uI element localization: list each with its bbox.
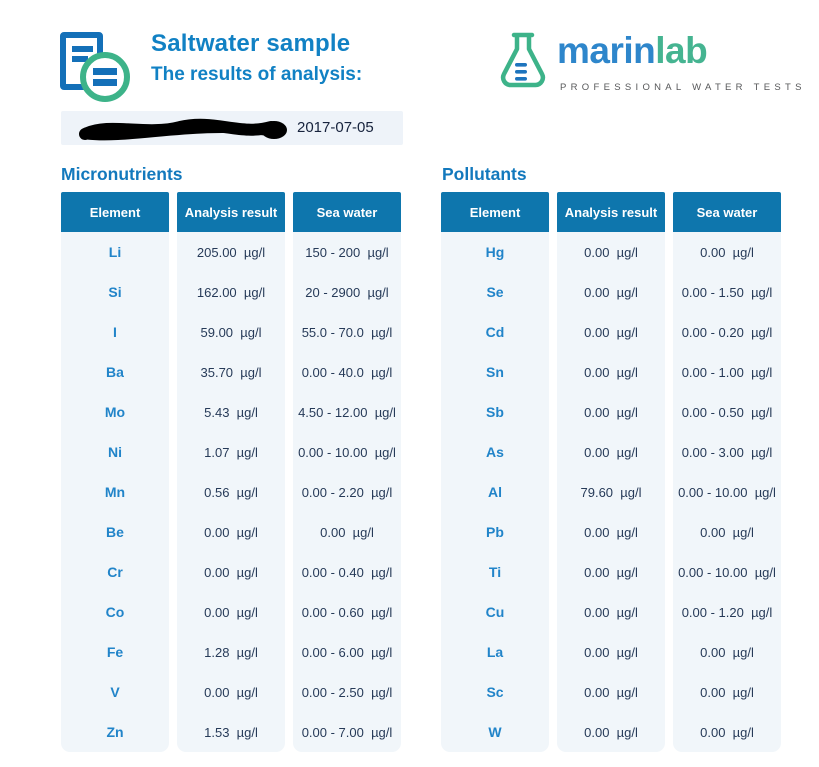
- seawater-cell: 0.00 µg/l: [293, 512, 401, 552]
- brand-marin: marin: [557, 30, 656, 71]
- element-cell: Fe: [61, 632, 169, 672]
- result-cell: 0.00 µg/l: [557, 312, 665, 352]
- seawater-cell: 150 - 200 µg/l: [293, 232, 401, 272]
- page-subtitle: The results of analysis:: [151, 64, 363, 85]
- redaction-scribble-icon: [75, 112, 295, 149]
- pollutants-heading: Pollutants: [442, 164, 527, 184]
- element-cell: Pb: [441, 512, 549, 552]
- seawater-cell: 0.00 µg/l: [673, 712, 781, 752]
- result-cell: 1.07 µg/l: [177, 432, 285, 472]
- element-cell: Zn: [61, 712, 169, 752]
- result-cell: 0.00 µg/l: [557, 352, 665, 392]
- sample-date: 2017-07-05: [297, 119, 374, 136]
- element-cell: Be: [61, 512, 169, 552]
- column-header-sea-water: Sea water: [673, 192, 781, 232]
- seawater-cell: 0.00 - 10.00 µg/l: [673, 552, 781, 592]
- column-header-sea-water: Sea water: [293, 192, 401, 232]
- result-cell: 0.00 µg/l: [557, 552, 665, 592]
- result-cell: 35.70 µg/l: [177, 352, 285, 392]
- result-cell: 79.60 µg/l: [557, 472, 665, 512]
- seawater-cell: 0.00 - 0.20 µg/l: [673, 312, 781, 352]
- seawater-cell: 0.00 - 1.00 µg/l: [673, 352, 781, 392]
- element-cell: Ti: [441, 552, 549, 592]
- element-cell: As: [441, 432, 549, 472]
- seawater-cell: 0.00 - 40.0 µg/l: [293, 352, 401, 392]
- element-cell: Al: [441, 472, 549, 512]
- result-cell: 0.00 µg/l: [177, 592, 285, 632]
- element-cell: Cu: [441, 592, 549, 632]
- brand-tagline: PROFESSIONAL WATER TESTS: [560, 82, 806, 93]
- flask-icon: [498, 31, 548, 96]
- column-header-analysis-result: Analysis result: [177, 192, 285, 232]
- result-cell: 0.00 µg/l: [557, 632, 665, 672]
- seawater-cell: 0.00 µg/l: [673, 232, 781, 272]
- seawater-cell: 0.00 - 2.20 µg/l: [293, 472, 401, 512]
- result-cell: 1.28 µg/l: [177, 632, 285, 672]
- result-cell: 0.00 µg/l: [557, 672, 665, 712]
- brand-lab: lab: [655, 30, 708, 71]
- element-cell: Hg: [441, 232, 549, 272]
- result-cell: 0.00 µg/l: [557, 272, 665, 312]
- page-header: [151, 30, 362, 86]
- seawater-cell: 0.00 - 1.50 µg/l: [673, 272, 781, 312]
- result-cell: 0.00 µg/l: [177, 672, 285, 712]
- sample-date-bar: [61, 111, 403, 145]
- seawater-cell: 0.00 - 10.00 µg/l: [673, 472, 781, 512]
- seawater-cell: 0.00 µg/l: [673, 672, 781, 712]
- seawater-cell: 55.0 - 70.0 µg/l: [293, 312, 401, 352]
- element-cell: Li: [61, 232, 169, 272]
- micronutrients-heading: Micronutrients: [61, 164, 183, 184]
- document-lines-icon: [52, 25, 140, 112]
- seawater-cell: 0.00 - 0.40 µg/l: [293, 552, 401, 592]
- seawater-cell: 0.00 - 6.00 µg/l: [293, 632, 401, 672]
- page-title: Saltwater sample: [151, 30, 351, 57]
- element-cell: W: [441, 712, 549, 752]
- result-cell: 59.00 µg/l: [177, 312, 285, 352]
- element-cell: Ni: [61, 432, 169, 472]
- seawater-cell: 0.00 - 3.00 µg/l: [673, 432, 781, 472]
- seawater-cell: 0.00 - 10.00 µg/l: [293, 432, 401, 472]
- result-cell: 205.00 µg/l: [177, 232, 285, 272]
- result-cell: 5.43 µg/l: [177, 392, 285, 432]
- result-cell: 0.00 µg/l: [557, 512, 665, 552]
- seawater-cell: 0.00 µg/l: [673, 632, 781, 672]
- result-cell: 0.56 µg/l: [177, 472, 285, 512]
- seawater-cell: 0.00 - 0.60 µg/l: [293, 592, 401, 632]
- element-cell: Cr: [61, 552, 169, 592]
- result-cell: 1.53 µg/l: [177, 712, 285, 752]
- brand-wordmark: [557, 30, 707, 72]
- column-header-element: Element: [61, 192, 169, 232]
- element-cell: V: [61, 672, 169, 712]
- result-cell: 0.00 µg/l: [557, 712, 665, 752]
- seawater-cell: 0.00 - 7.00 µg/l: [293, 712, 401, 752]
- element-cell: Si: [61, 272, 169, 312]
- result-cell: 0.00 µg/l: [557, 232, 665, 272]
- seawater-cell: 0.00 - 1.20 µg/l: [673, 592, 781, 632]
- result-cell: 0.00 µg/l: [177, 512, 285, 552]
- element-cell: Ba: [61, 352, 169, 392]
- result-cell: 162.00 µg/l: [177, 272, 285, 312]
- element-cell: I: [61, 312, 169, 352]
- column-header-element: Element: [441, 192, 549, 232]
- pollutants-table: [441, 192, 781, 752]
- result-cell: 0.00 µg/l: [557, 592, 665, 632]
- element-cell: Sc: [441, 672, 549, 712]
- element-cell: Mo: [61, 392, 169, 432]
- seawater-cell: 20 - 2900 µg/l: [293, 272, 401, 312]
- column-header-analysis-result: Analysis result: [557, 192, 665, 232]
- seawater-cell: 4.50 - 12.00 µg/l: [293, 392, 401, 432]
- seawater-cell: 0.00 µg/l: [673, 512, 781, 552]
- result-cell: 0.00 µg/l: [177, 552, 285, 592]
- result-cell: 0.00 µg/l: [557, 432, 665, 472]
- element-cell: Se: [441, 272, 549, 312]
- element-cell: Co: [61, 592, 169, 632]
- seawater-cell: 0.00 - 2.50 µg/l: [293, 672, 401, 712]
- element-cell: Cd: [441, 312, 549, 352]
- element-cell: Sb: [441, 392, 549, 432]
- element-cell: Sn: [441, 352, 549, 392]
- seawater-cell: 0.00 - 0.50 µg/l: [673, 392, 781, 432]
- result-cell: 0.00 µg/l: [557, 392, 665, 432]
- element-cell: La: [441, 632, 549, 672]
- micronutrients-table: [61, 192, 401, 752]
- element-cell: Mn: [61, 472, 169, 512]
